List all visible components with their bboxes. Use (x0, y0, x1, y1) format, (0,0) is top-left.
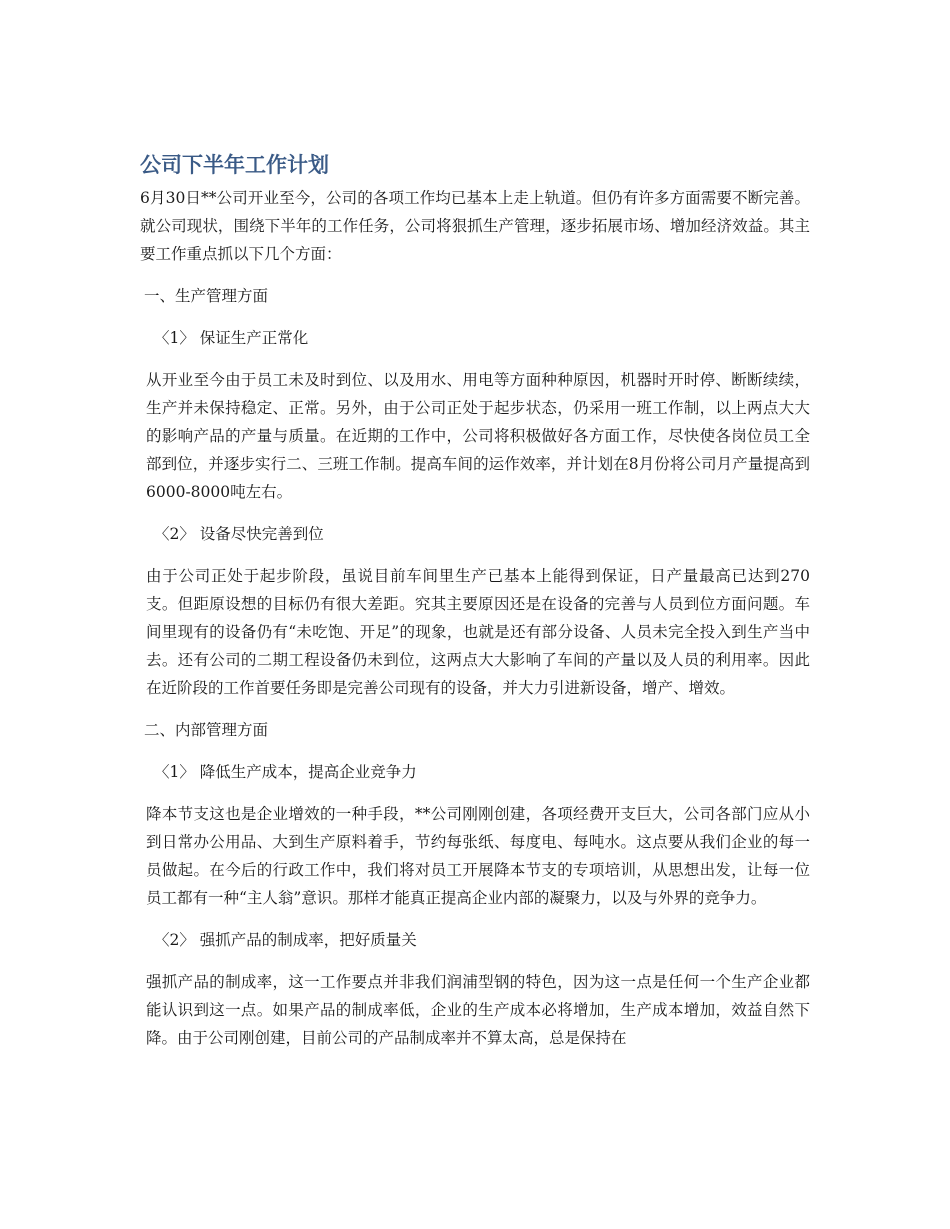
subsection-heading-equipment: 〈2〉 设备尽快完善到位 (154, 525, 324, 543)
subsection-heading-reduce-cost: 〈1〉 降低生产成本，提高企业竞争力 (154, 763, 417, 781)
paragraph-equipment: 由于公司正处于起步阶段，虽说目前车间里生产已基本上能得到保证，日产量最高已达到270支。但距原设想的目标仍有很大差距。究其主要原因还是在设备的完善与人员到位方面问题。车间里现有的设备仍有“未吃饱、开足”的现象，也就是还有部分设备、人员未完全投入到生产当中去。还有公司的二期工程设备仍未到位，这两点大大影响了车间的产量以及人员的利用率。因此在近阶段的工作首要任务即是完善公司现有的设备，并大力引进新设备，增产、增效。 (146, 567, 810, 697)
section-heading-internal-management: 二、内部管理方面 (144, 721, 269, 739)
subsection-heading-normal-production: 〈1〉 保证生产正常化 (154, 329, 309, 347)
paragraph-normal-production: 从开业至今由于员工未及时到位、以及用水、用电等方面种种原因，机器时开时停、断断续续，生产并未保持稳定、正常。另外，由于公司正处于起步状态，仍采用一班工作制，以上两点大大的影响产品的产量与质量。在近期的工作中，公司将积极做好各方面工作，尽快使各岗位员工全部到位，并逐步实行二、三班工作制。提高车间的运作效率，并计划在8月份将公司月产量提高到6000-8000吨左右。 (146, 371, 810, 501)
document-page (140, 150, 810, 1066)
paragraph-reduce-cost: 降本节支这也是企业增效的一种手段，**公司刚刚创建，各项经费开支巨大，公司各部门应从小到日常办公用品、大到生产原料着手，节约每张纸、每度电、每吨水。这点要从我们企业的每一员做起。在今后的行政工作中，我们将对员工开展降本节支的专项培训，从思想出发，让每一位员工都有一种“主人翁”意识。那样才能真正提高企业内部的凝聚力，以及与外界的竞争力。 (146, 805, 810, 907)
intro-paragraph: 6月30日**公司开业至今，公司的各项工作均已基本上走上轨道。但仍有许多方面需要不断完善。就公司现状，围绕下半年的工作任务，公司将狠抓生产管理，逐步拓展市场、增加经济效益。其主要工作重点抓以下几个方面： (140, 189, 810, 263)
document-title: 公司下半年工作计划 (140, 153, 329, 177)
subsection-heading-quality: 〈2〉 强抓产品的制成率，把好质量关 (154, 931, 417, 949)
section-heading-production: 一、生产管理方面 (144, 287, 269, 305)
paragraph-quality: 强抓产品的制成率，这一工作要点并非我们润浦型钢的特色，因为这一点是任何一个生产企业都能认识到这一点。如果产品的制成率低，企业的生产成本必将增加，生产成本增加，效益自然下降。由于公司刚创建，目前公司的产品制成率并不算太高，总是保持在 (146, 973, 810, 1047)
